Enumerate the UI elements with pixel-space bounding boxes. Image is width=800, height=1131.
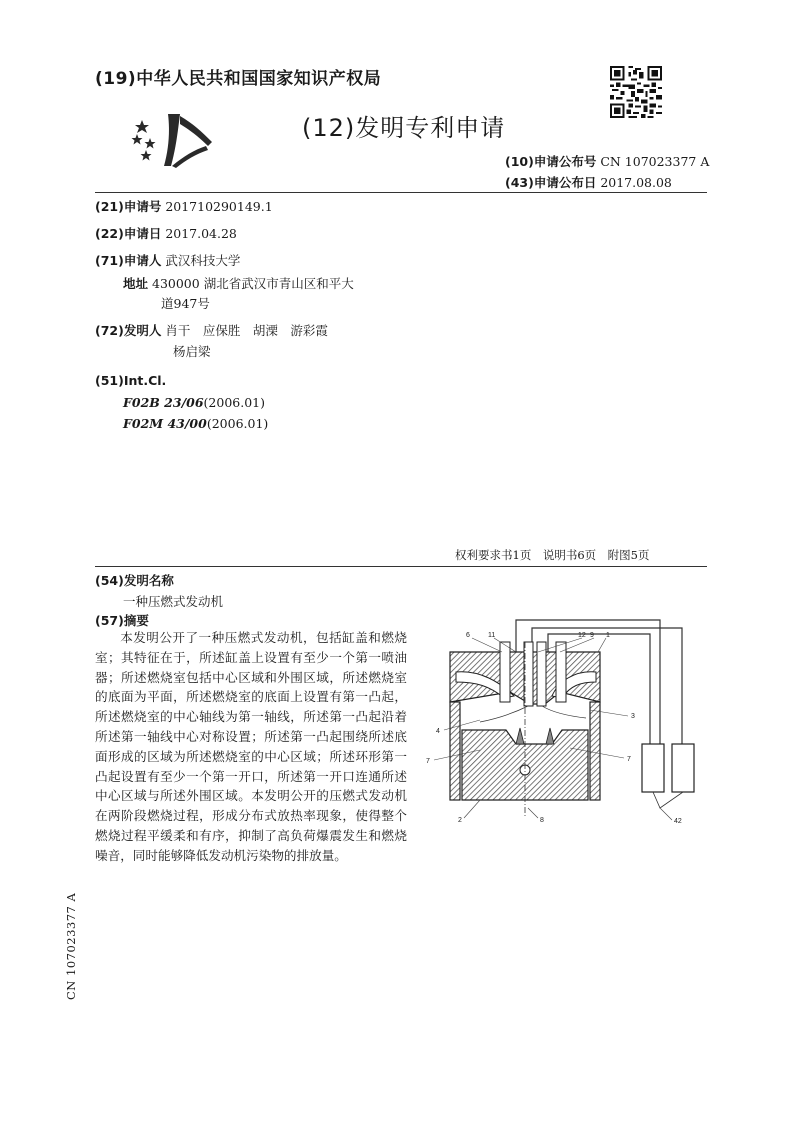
- document-type-title: (12)发明专利申请: [302, 114, 506, 142]
- abstract-text: 本发明公开了一种压燃式发动机，包括缸盖和燃烧室；其特征在于，所述缸盖上设置有至少一个第一喷油器；所述燃烧室包括中心区域和外围区域，所述燃烧室的底面为平面，所述燃烧室的底面上设置有第一凸起，所述燃烧室的中心轴线为第一轴线，所述第一凸起沿着所述第一轴线中心对称设置；所述第一凸起围绕所述底面形成的区域为所述燃烧室的中心区域；所述环形第一凸起设置有至少一个第一开口，所述第一开口连通所述中心区域与所述外围区域。本发明公开的压燃式发动机在两阶段燃烧过程，形成分布式放热率现象，使得整个燃烧过程平缓柔和有序，抑制了高负荷爆震发生和燃烧噪音，同时能够降低发动机污染物的排放量。: [95, 630, 407, 863]
- publication-date-row: [505, 173, 672, 191]
- address-line-1: 430000 湖北省武汉市青山区和平大: [152, 276, 354, 291]
- figure-label: 7: [426, 758, 430, 765]
- application-number-label: (21)申请号: [95, 199, 162, 214]
- page-counts: 权利要求书1页 说明书6页 附图5页: [455, 548, 650, 562]
- injector: [500, 642, 510, 702]
- cylinder-wall: [590, 702, 600, 800]
- control-module: [672, 744, 694, 792]
- figure-label: 9: [590, 632, 594, 639]
- ipc-version: (2006.01): [203, 395, 265, 410]
- inventor-label: (72)发明人: [95, 323, 162, 338]
- ipc-code: F02B 23/06: [123, 395, 204, 410]
- figure-label: 12: [578, 632, 586, 639]
- publication-number-row: [505, 152, 709, 170]
- ipc-code: F02M 43/00: [123, 416, 207, 431]
- header-divider: [95, 192, 707, 193]
- figure-label: 8: [540, 817, 544, 824]
- ipc-code-row: [123, 416, 268, 431]
- application-number-row: [95, 198, 273, 216]
- ipc-version: (2006.01): [206, 416, 269, 431]
- inventors-line-1: 肖干 应保胜 胡溧 游彩霞: [165, 323, 328, 338]
- applicant: 武汉科技大学: [165, 253, 241, 268]
- control-module: [642, 744, 664, 792]
- publication-number-label: (10)申请公布号: [505, 154, 597, 169]
- address-row: [123, 275, 354, 293]
- figure-label: 11: [488, 632, 496, 639]
- engine-diagram: [420, 612, 720, 824]
- invention-title: 一种压燃式发动机: [123, 594, 224, 609]
- combustion-bowl-protrusion: [516, 728, 554, 744]
- qr-code-icon: [610, 66, 662, 118]
- applicant-label: (71)申请人: [95, 253, 162, 268]
- figure-label: 2: [458, 817, 462, 824]
- publication-date-label: (43)申请公布日: [505, 175, 597, 190]
- filing-date: 2017.04.28: [165, 226, 237, 241]
- publication-number: CN 107023377 A: [600, 154, 710, 169]
- application-number: 201710290149.1: [165, 199, 273, 214]
- publication-date: 2017.08.08: [600, 175, 672, 190]
- injector: [524, 642, 533, 706]
- figure-label: 1: [606, 632, 610, 639]
- figure-label: 6: [466, 632, 470, 639]
- ipc-code-row: [123, 395, 265, 410]
- cylinder-wall: [450, 702, 460, 800]
- cnipa-emblem-icon: [128, 108, 214, 172]
- filing-date-label: (22)申请日: [95, 226, 162, 241]
- filing-date-row: [95, 225, 237, 243]
- side-publication-id: CN 107023377 A: [64, 892, 78, 1000]
- office-name: (19)中华人民共和国国家知识产权局: [95, 69, 382, 89]
- body-divider: [95, 566, 707, 567]
- injector: [556, 642, 566, 702]
- address-line-2: 道947号: [161, 296, 210, 311]
- inventors-line-2: 杨启梁: [173, 344, 211, 359]
- address-label: 地址: [123, 276, 149, 291]
- figure-label: 7: [627, 756, 631, 763]
- invention-title-label: (54)发明名称: [95, 573, 174, 588]
- figure-label: 3: [631, 713, 635, 720]
- int-cl-label: (51)Int.Cl.: [95, 373, 167, 388]
- applicant-row: [95, 252, 240, 270]
- abstract-label: (57)摘要: [95, 613, 149, 628]
- figure-label: 4: [436, 728, 440, 735]
- figure-label: 42: [674, 818, 682, 824]
- inventor-row: [95, 322, 328, 340]
